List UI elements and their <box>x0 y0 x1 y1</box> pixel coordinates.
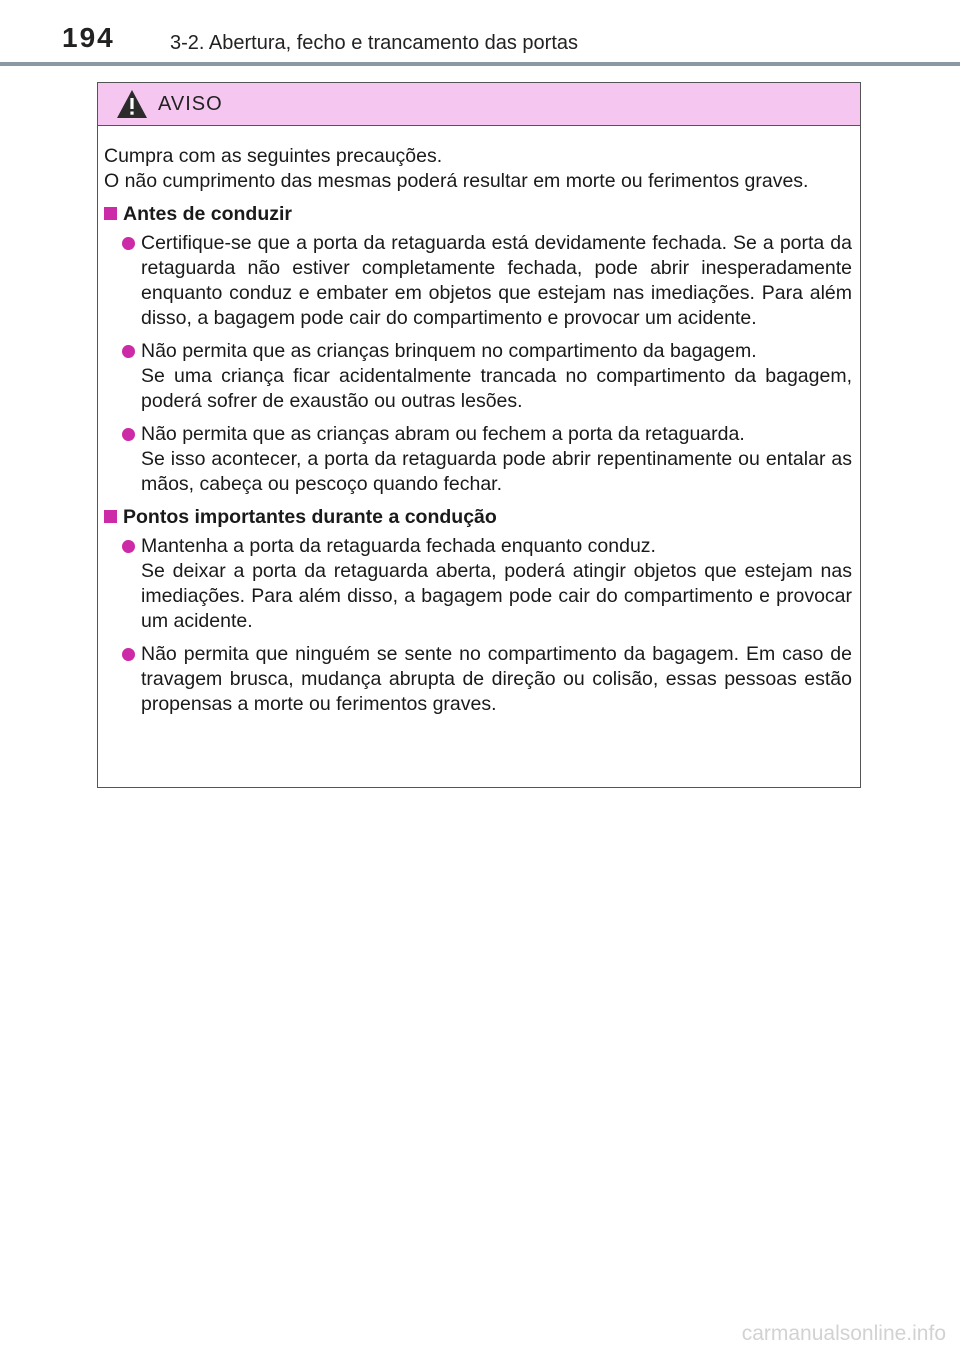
warning-box <box>97 82 861 788</box>
square-bullet-icon <box>104 510 117 523</box>
round-bullet-icon <box>122 540 135 553</box>
section-heading <box>104 505 852 530</box>
round-bullet-icon <box>122 648 135 661</box>
header-divider <box>0 62 960 66</box>
watermark-link[interactable]: carmanualsonline.info <box>741 1322 946 1345</box>
list-item-paragraph: Não permita que as crianças abram ou fechem a porta da retaguarda. <box>141 423 745 445</box>
warning-body <box>98 126 860 717</box>
list-item-paragraph: Se uma criança ficar acidentalmente trancada no compartimento da bagagem, poderá sofrer de exaustão ou outras lesões. <box>141 365 852 412</box>
list-item <box>104 231 852 331</box>
list-item <box>104 642 852 717</box>
list-item-text <box>141 231 852 331</box>
list-item-paragraph: Se deixar a porta da retaguarda aberta, poderá atingir objetos que estejam nas imediações. Para além disso, a bagagem pode cair do compartimento e provocar um acidente. <box>141 560 852 632</box>
warning-intro <box>104 144 852 194</box>
list-item-paragraph: Certifique-se que a porta da retaguarda está devidamente fechada. Se a porta da retaguarda não estiver completamente fechada, pode abrir inesperadamente enquanto conduz e embater em objetos que estejam nas imediações. Para além disso, a bagagem pode cair do compartimento e provocar um acidente. <box>141 232 852 329</box>
list-item-paragraph: Mantenha a porta da retaguarda fechada enquanto conduz. <box>141 535 656 557</box>
intro-line: O não cumprimento das mesmas poderá resultar em morte ou ferimentos graves. <box>104 170 809 192</box>
list-item-text <box>141 339 852 414</box>
list-item <box>104 534 852 634</box>
section-heading <box>104 202 852 227</box>
list-item <box>104 339 852 414</box>
section-while-driving <box>104 505 852 717</box>
section-heading-text: Antes de conduzir <box>123 203 293 225</box>
section-title: 3-2. Abertura, fecho e trancamento das portas <box>170 32 579 54</box>
warning-label: AVISO <box>158 93 223 115</box>
round-bullet-icon <box>122 428 135 441</box>
list-item-text <box>141 422 852 497</box>
list-item-paragraph: Se isso acontecer, a porta da retaguarda pode abrir repentinamente ou entalar as mãos, cabeça ou pescoço quando fechar. <box>141 448 852 495</box>
round-bullet-icon <box>122 345 135 358</box>
page-number: 194 <box>62 22 115 53</box>
warning-triangle-icon <box>116 89 148 119</box>
section-heading-text: Pontos importantes durante a condução <box>123 506 497 528</box>
page-header <box>0 0 960 66</box>
list-item-text <box>141 534 852 634</box>
list-item-text <box>141 642 852 717</box>
list-item-paragraph: Não permita que as crianças brinquem no compartimento da bagagem. <box>141 340 757 362</box>
intro-line: Cumpra com as seguintes precauções. <box>104 145 443 167</box>
list-item-paragraph: Não permita que ninguém se sente no compartimento da bagagem. Em caso de travagem brusca, mudança abrupta de direção ou colisão, essas pessoas estão propensas a morte ou ferimentos graves. <box>141 643 852 715</box>
warning-header <box>98 83 860 126</box>
round-bullet-icon <box>122 237 135 250</box>
list-item <box>104 422 852 497</box>
section-before-driving <box>104 202 852 497</box>
square-bullet-icon <box>104 207 117 220</box>
